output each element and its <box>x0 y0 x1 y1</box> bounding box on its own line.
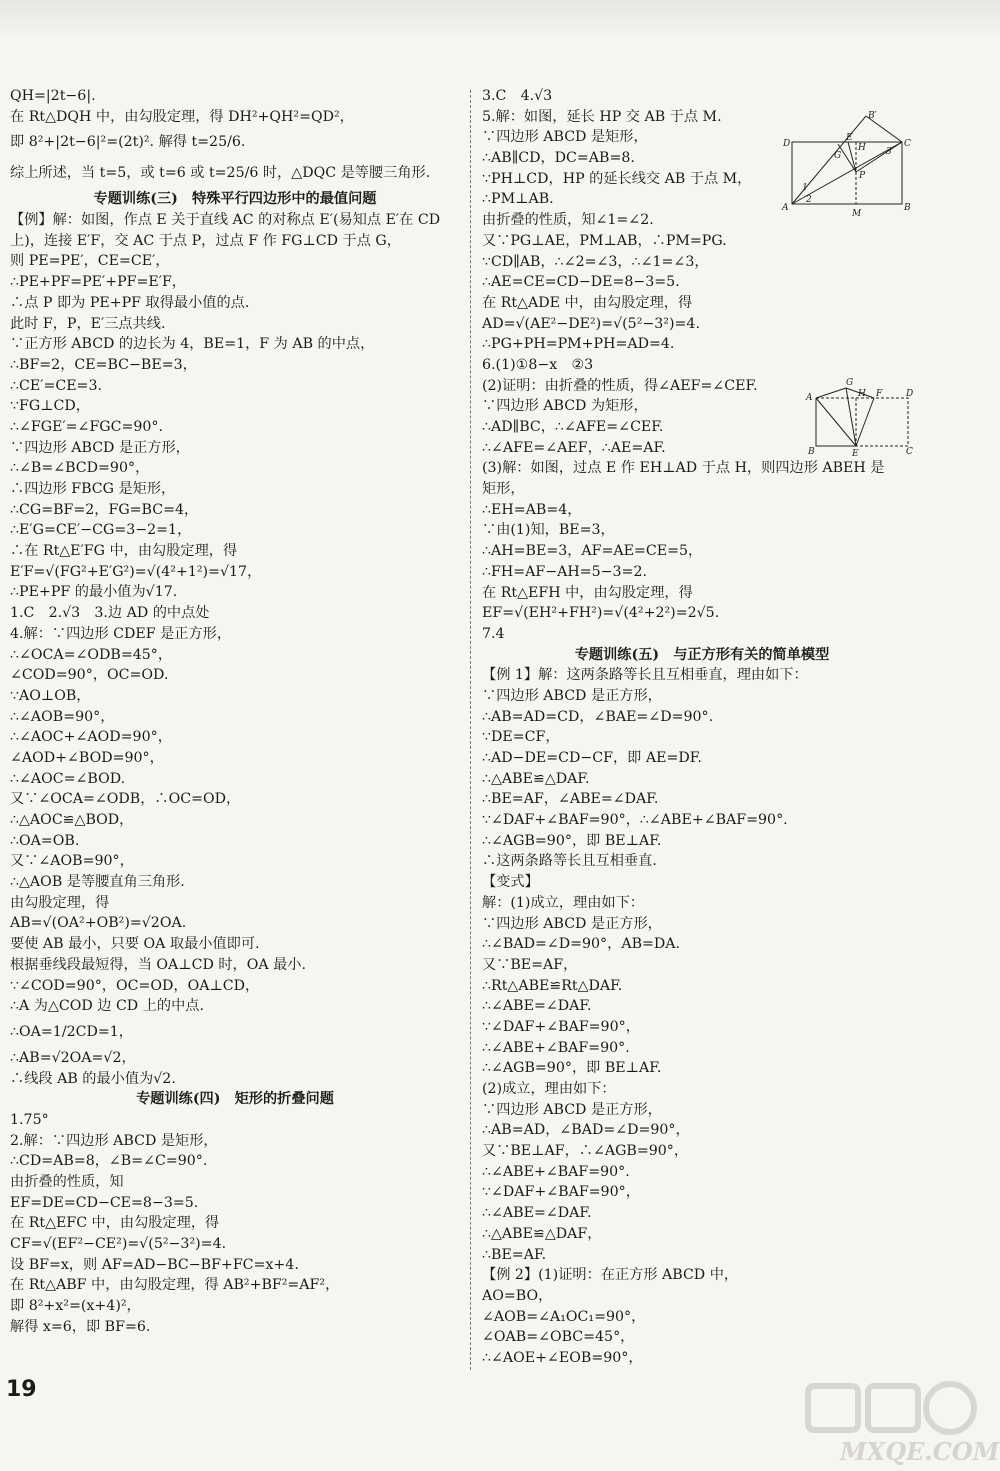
fig2-label: H <box>858 389 866 399</box>
left-column-line: 由折叠的性质，知 <box>10 1174 124 1190</box>
right-column-line: ∴BE=AF，∠ABE=∠DAF. <box>482 791 659 808</box>
left-column-line: ∵∠COD=90°，OC=OD，OA⊥CD， <box>10 977 260 994</box>
left-column-line: EF=DE=CD−CE=8−3=5. <box>10 1194 199 1211</box>
right-column-line: ∴∠ABE=∠DAF. <box>482 1205 592 1222</box>
right-column-line: 在 Rt△ADE 中，由勾股定理，得 <box>482 294 693 311</box>
right-column-line: ∠OAB=∠OBC=45°， <box>482 1329 635 1346</box>
right-column-line: ∵DE=CF， <box>482 729 560 746</box>
left-column-line: ∴点 P 即为 PE+PF 取得最小值的点. <box>10 294 250 311</box>
watermark-url: MXQE.COM <box>840 1437 1000 1466</box>
right-column-line: ∵∠DAF+∠BAF=90°， <box>482 1184 640 1201</box>
left-column-line: 专题训练(四) 矩形的折叠问题 <box>136 1091 334 1108</box>
fig1-label: G <box>834 151 842 161</box>
right-column-line: ∴AD∥BC，∴∠AFE=∠CEF. <box>482 419 664 435</box>
fig1-label: P <box>859 171 866 181</box>
right-column-line: ∴AB=AD，∠BAD=∠D=90°， <box>482 1122 690 1139</box>
fig2-label: F <box>876 389 883 399</box>
left-column-line: 上)，连接 E′F，交 AC 于点 P，过点 F 作 FG⊥CD 于点 G， <box>10 232 401 249</box>
left-column-line: 4.解：∵四边形 CDEF 是正方形， <box>10 625 232 642</box>
left-column-line: 则 PE=PE′，CE=CE′， <box>10 253 170 270</box>
left-column-line: ∴∠AOC=∠BOD. <box>10 770 126 787</box>
fig1-label: 2 <box>806 195 812 205</box>
left-column-line: ∠AOD+∠BOD=90°， <box>10 749 164 766</box>
left-column-line: ∴PE+PF=PE′+PF=E′F， <box>10 274 186 291</box>
fig1-label: 3 <box>886 147 892 157</box>
right-column-line: ∴PG+PH=PM+PH=AD=4. <box>482 336 675 353</box>
right-column-line: 专题训练(五) 与正方形有关的简单模型 <box>574 646 830 663</box>
fig2-label: D <box>906 389 914 399</box>
right-column-line: ∵四边形 ABCD 是正方形， <box>482 1101 662 1118</box>
right-column-line: ∴△ABE≌△DAF， <box>482 1225 602 1242</box>
right-column <box>482 86 922 1369</box>
right-column-line: ∵PH⊥CD，HP 的延长线交 AB 于点 M， <box>482 170 752 187</box>
left-column-line: QH=|2t−6|. <box>10 88 96 104</box>
right-column-line: EF=√(EH²+FH²)=√(4²+2²)=2√5. <box>482 605 720 622</box>
right-column-line: ∴∠ABE+∠BAF=90°. <box>482 1039 630 1056</box>
left-column-line: ∠COD=90°，OC=OD. <box>10 667 169 684</box>
left-column-line: ∴△AOB 是等腰直角三角形. <box>10 874 185 891</box>
fig1-label: D <box>783 139 791 149</box>
left-column <box>10 86 460 1338</box>
right-column-line: 由折叠的性质，知∠1=∠2. <box>482 212 654 229</box>
right-column-line: ∠AOB=∠A₁OC₁=90°， <box>482 1308 646 1325</box>
right-column-line: ∵四边形 ABCD 为矩形， <box>482 398 648 415</box>
fold-figure-ef <box>802 378 916 459</box>
right-column-line: ∴AE=CE=CD−DE=8−3=5. <box>482 274 680 291</box>
right-column-line: ∴AD−DE=CD−CF，即 AE=DF. <box>482 750 702 766</box>
left-column-line: 在 Rt△DQH 中，由勾股定理，得 DH²+QH²=QD²， <box>10 108 354 125</box>
fig2-label: A <box>806 393 813 403</box>
right-column-line: ∵CD∥AB，∴∠2=∠3，∴∠1=∠3， <box>482 253 709 270</box>
fold-figure-hp <box>782 110 918 220</box>
right-column-line: ∵四边形 ABCD 是正方形， <box>482 915 662 932</box>
fig1-label: B <box>904 203 911 213</box>
left-column-line: ∴线段 AB 的最小值为√2. <box>10 1070 176 1087</box>
left-column-line: 即 8²+x²=(x+4)²， <box>10 1298 141 1315</box>
right-column-line: ∵∠DAF+∠BAF=90°， <box>482 1018 640 1035</box>
left-column-line: 又∵∠OCA=∠ODB，∴OC=OD， <box>10 791 241 808</box>
left-column-line: ∴AB=√2OA=√2， <box>10 1049 136 1066</box>
left-column-line: 2.解：∵四边形 ABCD 是矩形， <box>10 1132 218 1149</box>
right-column-line: ∴这两条路等长且互相垂直. <box>482 853 657 870</box>
left-column-line: 根据垂线段最短得，当 OA⊥CD 时，OA 最小. <box>10 956 306 973</box>
left-column-line: AB=√(OA²+OB²)=√2OA. <box>10 915 187 932</box>
right-column-line: ∴∠AGB=90°，即 BE⊥AF. <box>482 1060 662 1077</box>
left-column-line: ∴PE+PF 的最小值为√17. <box>10 584 178 601</box>
fig2-label: C <box>906 447 913 457</box>
left-column-line: 综上所述，当 t=5，或 t=6 或 t=25/6 时，△DQC 是等腰三角形. <box>10 165 431 182</box>
left-column-line: ∵四边形 ABCD 是正方形， <box>10 439 190 456</box>
right-column-line: ∴∠AOE+∠EOB=90°， <box>482 1349 643 1366</box>
right-column-line: 在 Rt△EFH 中，由勾股定理，得 <box>482 584 693 601</box>
right-column-line: ∴∠ABE+∠BAF=90°. <box>482 1163 630 1180</box>
right-column-line: 又∵PG⊥AE，PM⊥AB，∴PM=PG. <box>482 232 727 249</box>
right-column-line: AD=√(AE²−DE²)=√(5²−3²)=4. <box>482 315 700 332</box>
left-column-line: ∴OA=OB. <box>10 832 80 849</box>
fig2-label: B <box>808 447 815 457</box>
left-column-line: 在 Rt△ABF 中，由勾股定理，得 AB²+BF²=AF²， <box>10 1277 340 1294</box>
left-column-line: ∴∠AOC+∠AOD=90°， <box>10 729 172 746</box>
left-column-line: E′F=√(FG²+E′G²)=√(4²+1²)=√17， <box>10 563 262 580</box>
fig1-label: C <box>904 139 911 149</box>
left-column-line: 解得 x=6，即 BF=6. <box>10 1318 151 1335</box>
right-column-line: 3.C 4.√3 <box>482 88 553 104</box>
left-column-line: 1.75° <box>10 1111 49 1128</box>
left-column-line: ∴△AOC≌△BOD， <box>10 812 134 828</box>
right-column-line: 矩形， <box>482 481 525 498</box>
right-column-line: 解：(1)成立，理由如下： <box>482 894 644 911</box>
fig2-label: E <box>852 449 859 459</box>
right-column-line: ∴AB=AD=CD，∠BAE=∠D=90°. <box>482 708 714 725</box>
right-column-line: 5.解：如图，延长 HP 交 AB 于点 M. <box>482 108 722 125</box>
left-column-line: ∴∠FGE′=∠FGC=90°. <box>10 418 164 435</box>
fig1-label: M <box>852 209 862 219</box>
left-column-line: ∵FG⊥CD， <box>10 398 90 415</box>
right-column-line: ∴△ABE≌△DAF. <box>482 770 590 787</box>
fig1-label: E <box>846 133 853 143</box>
right-column-line: (3)解：如图，过点 E 作 EH⊥AD 于点 H，则四边形 ABEH 是 <box>482 460 885 477</box>
right-column-line: ∵四边形 ABCD 是矩形， <box>482 129 648 146</box>
left-column-line: ∵AO⊥OB， <box>10 687 91 704</box>
left-column-line: ∴BF=2，CE=BC−BE=3， <box>10 356 197 373</box>
left-column-line: 此时 F，P，E′三点共线. <box>10 315 166 332</box>
right-column-line: ∴∠ABE=∠DAF. <box>482 998 592 1015</box>
right-column-line: (2)证明：由折叠的性质，得∠AEF=∠CEF. <box>482 377 758 394</box>
watermark-logo <box>800 1380 1000 1466</box>
left-column-line: 即 8²+|2t−6|²=(2t)². 解得 t=25/6. <box>10 134 246 151</box>
left-column-line: ∴OA=1/2CD=1， <box>10 1023 133 1040</box>
left-column-line: 由勾股定理，得 <box>10 894 110 911</box>
right-column-line: 7.4 <box>482 625 505 642</box>
right-column-line: ∴PM⊥AB. <box>482 191 554 208</box>
left-column-line: 要使 AB 最小，只要 OA 取最小值即可. <box>10 936 260 953</box>
right-column-line: 【变式】 <box>482 874 539 891</box>
left-column-line: ∴四边形 FBCG 是矩形， <box>10 481 176 497</box>
right-column-line: ∴EH=AB=4， <box>482 501 582 518</box>
fig1-label: 1 <box>802 183 808 193</box>
right-column-line: ∴FH=AF−AH=5−3=2. <box>482 563 647 580</box>
right-column-line: ∵四边形 ABCD 是正方形， <box>482 687 662 704</box>
right-column-line: ∴BE=AF. <box>482 1246 547 1263</box>
right-column-line: ∴∠AFE=∠AEF，∴AE=AF. <box>482 439 666 456</box>
left-column-line: CF=√(EF²−CE²)=√(5²−3²)=4. <box>10 1236 227 1253</box>
right-column-line: 【例 2】(1)证明：在正方形 ABCD 中， <box>482 1267 739 1284</box>
right-column-line: ∵∠DAF+∠BAF=90°，∴∠ABE+∠BAF=90°. <box>482 812 788 829</box>
left-column-line: 又∵∠AOB=90°， <box>10 853 134 870</box>
left-column-line: ∴∠OCA=∠ODB=45°， <box>10 646 173 663</box>
left-column-line: ∴在 Rt△E′FG 中，由勾股定理，得 <box>10 543 238 560</box>
left-column-line: ∴CD=AB=8，∠B=∠C=90°. <box>10 1153 208 1170</box>
right-column-line: 6.(1)①8−x ②3 <box>482 356 594 373</box>
left-column-line: 在 Rt△EFC 中，由勾股定理，得 <box>10 1215 220 1232</box>
fig1-label: H <box>858 143 866 153</box>
left-column-line: 1.C 2.√3 3.边 AD 的中点处 <box>10 605 210 622</box>
left-column-line: 【例】解：如图，作点 E 关于直线 AC 的对称点 E′(易知点 E′在 CD <box>10 212 441 229</box>
right-column-line: ∴∠AGB=90°，即 BE⊥AF. <box>482 832 662 849</box>
left-column-line: ∴E′G=CE′−CG=3−2=1， <box>10 522 192 539</box>
right-column-line: ∴Rt△ABE≌Rt△DAF. <box>482 977 623 994</box>
fig1-label: A <box>782 203 789 213</box>
left-column-line: ∴∠AOB=90°， <box>10 708 115 725</box>
right-column-line: ∵由(1)知，BE=3， <box>482 522 615 539</box>
fig1-label: B′ <box>868 111 877 121</box>
left-column-line: ∴A 为△COD 边 CD 上的中点. <box>10 998 204 1015</box>
right-column-line: (2)成立，理由如下： <box>482 1081 616 1097</box>
column-divider <box>470 90 471 1370</box>
left-column-line: ∴CG=BF=2，FG=BC=4， <box>10 501 199 518</box>
fig2-label: G <box>846 378 854 388</box>
left-column-line: ∴∠B=∠BCD=90°， <box>10 460 150 477</box>
left-column-line: 设 BF=x，则 AF=AD−BC−BF+FC=x+4. <box>10 1256 299 1273</box>
right-column-line: AO=BO， <box>482 1287 553 1304</box>
scan-shadow <box>0 0 1000 40</box>
right-column-line: ∴AB∥CD，DC=AB=8. <box>482 150 635 167</box>
left-column-line: 专题训练(三) 特殊平行四边形中的最值问题 <box>93 191 377 208</box>
right-column-line: ∴AH=BE=3，AF=AE=CE=5， <box>482 543 703 560</box>
right-column-line: ∴∠BAD=∠D=90°，AB=DA. <box>482 936 681 953</box>
page-number: 19 <box>6 1377 37 1402</box>
left-column-line: ∴CE′=CE=3. <box>10 377 102 394</box>
right-column-line: 又∵BE⊥AF，∴∠AGB=90°， <box>482 1143 689 1160</box>
left-column-line: ∵正方形 ABCD 的边长为 4，BE=1，F 为 AB 的中点， <box>10 336 375 353</box>
right-column-line: 【例 1】解：这两条路等长且互相垂直，理由如下： <box>482 667 808 684</box>
right-column-line: 又∵BE=AF， <box>482 956 578 973</box>
